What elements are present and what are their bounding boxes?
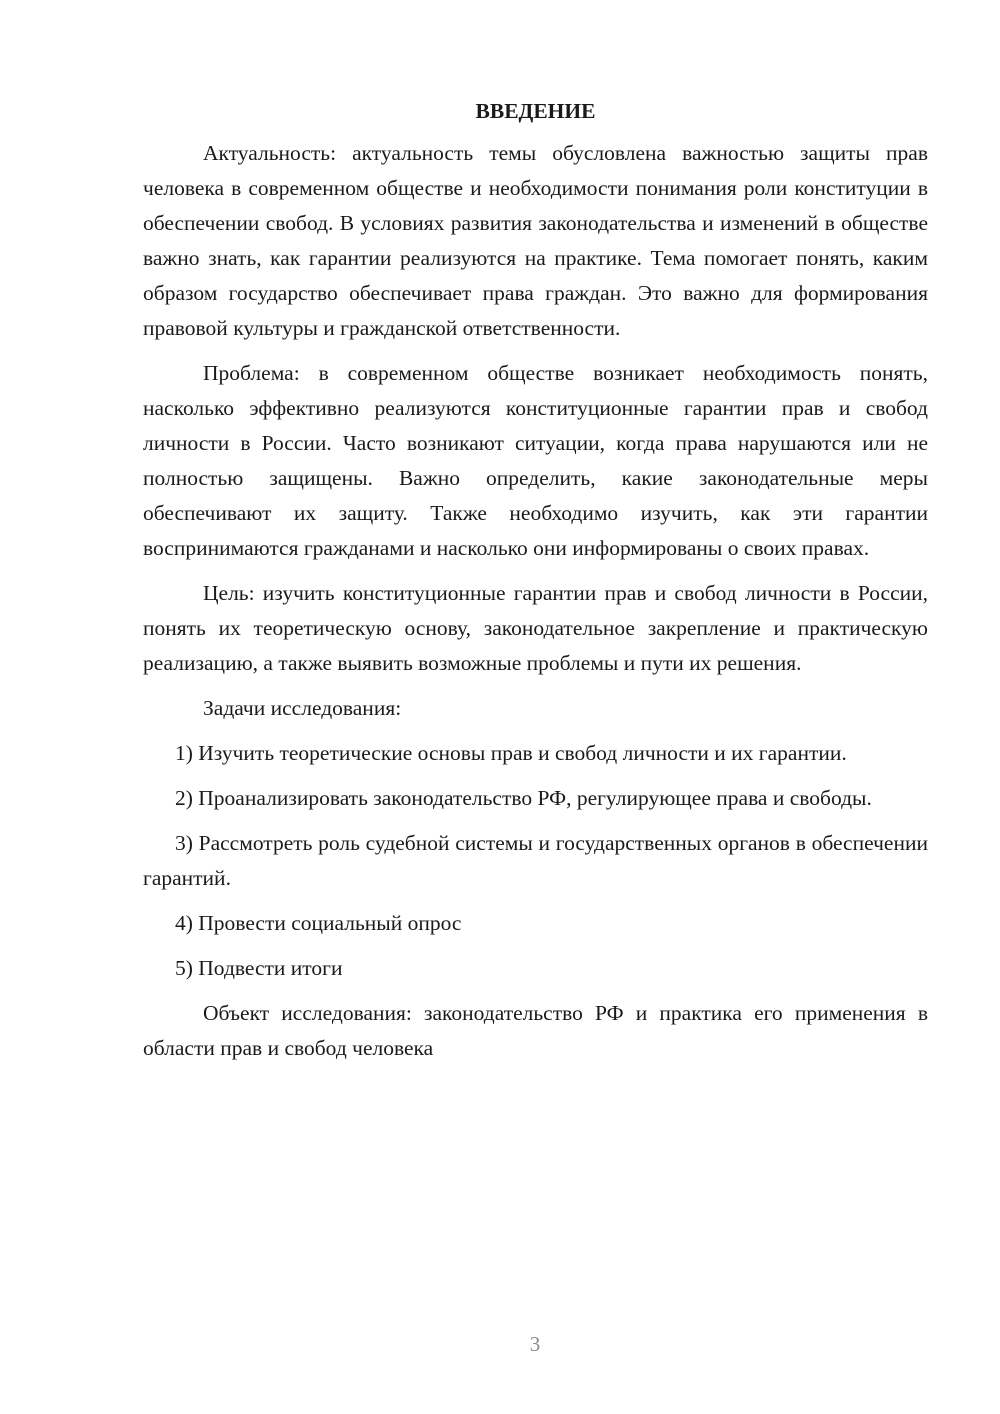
task-item-3: 3) Рассмотреть роль судебной системы и государственных органов в обеспечении гарантий.	[143, 831, 928, 890]
task-item-2: 2) Проанализировать законодательство РФ, регулирующее права и свободы.	[175, 786, 872, 810]
task-item-4: 4) Провести социальный опрос	[175, 911, 462, 935]
object-paragraph: Объект исследования: законодательство РФ и практика его применения в области прав и свобод человека	[143, 1001, 928, 1060]
problem-paragraph: Проблема: в современном обществе возникает необходимость понять, насколько эффективно реализуются конституционные гарантии прав и свобод личности в России. Часто возникают ситуации, когда права нарушаются или не полностью защищены. Важно определить, какие законодательные меры обеспечивают их защиту. Также необходимо изучить, как эти гарантии воспринимаются гражданами и насколько они информированы о своих правах.	[143, 361, 928, 560]
goal-paragraph: Цель: изучить конституционные гарантии прав и свобод личности в России, понять их теоретическую основу, законодательное закрепление и практическую реализацию, а также выявить возможные проблемы и пути их решения.	[143, 581, 928, 675]
relevance-paragraph: Актуальность: актуальность темы обусловлена важностью защиты прав человека в современном обществе и необходимости понимания роли конституции в обеспечении свобод. В условиях развития законодательства и изменений в обществе важно знать, как гарантии реализуются на практике. Тема помогает понять, каким образом государство обеспечивает права граждан. Это важно для формирования правовой культуры и гражданской ответственности.	[143, 141, 928, 340]
task-item-5: 5) Подвести итоги	[175, 956, 343, 980]
document-page	[143, 96, 928, 1076]
task-item-1: 1) Изучить теоретические основы прав и свобод личности и их гарантии.	[175, 741, 847, 765]
page-title: ВВЕДЕНИЕ	[475, 99, 596, 123]
page-number: 3	[529, 1332, 541, 1356]
tasks-label: Задачи исследования:	[203, 696, 402, 720]
